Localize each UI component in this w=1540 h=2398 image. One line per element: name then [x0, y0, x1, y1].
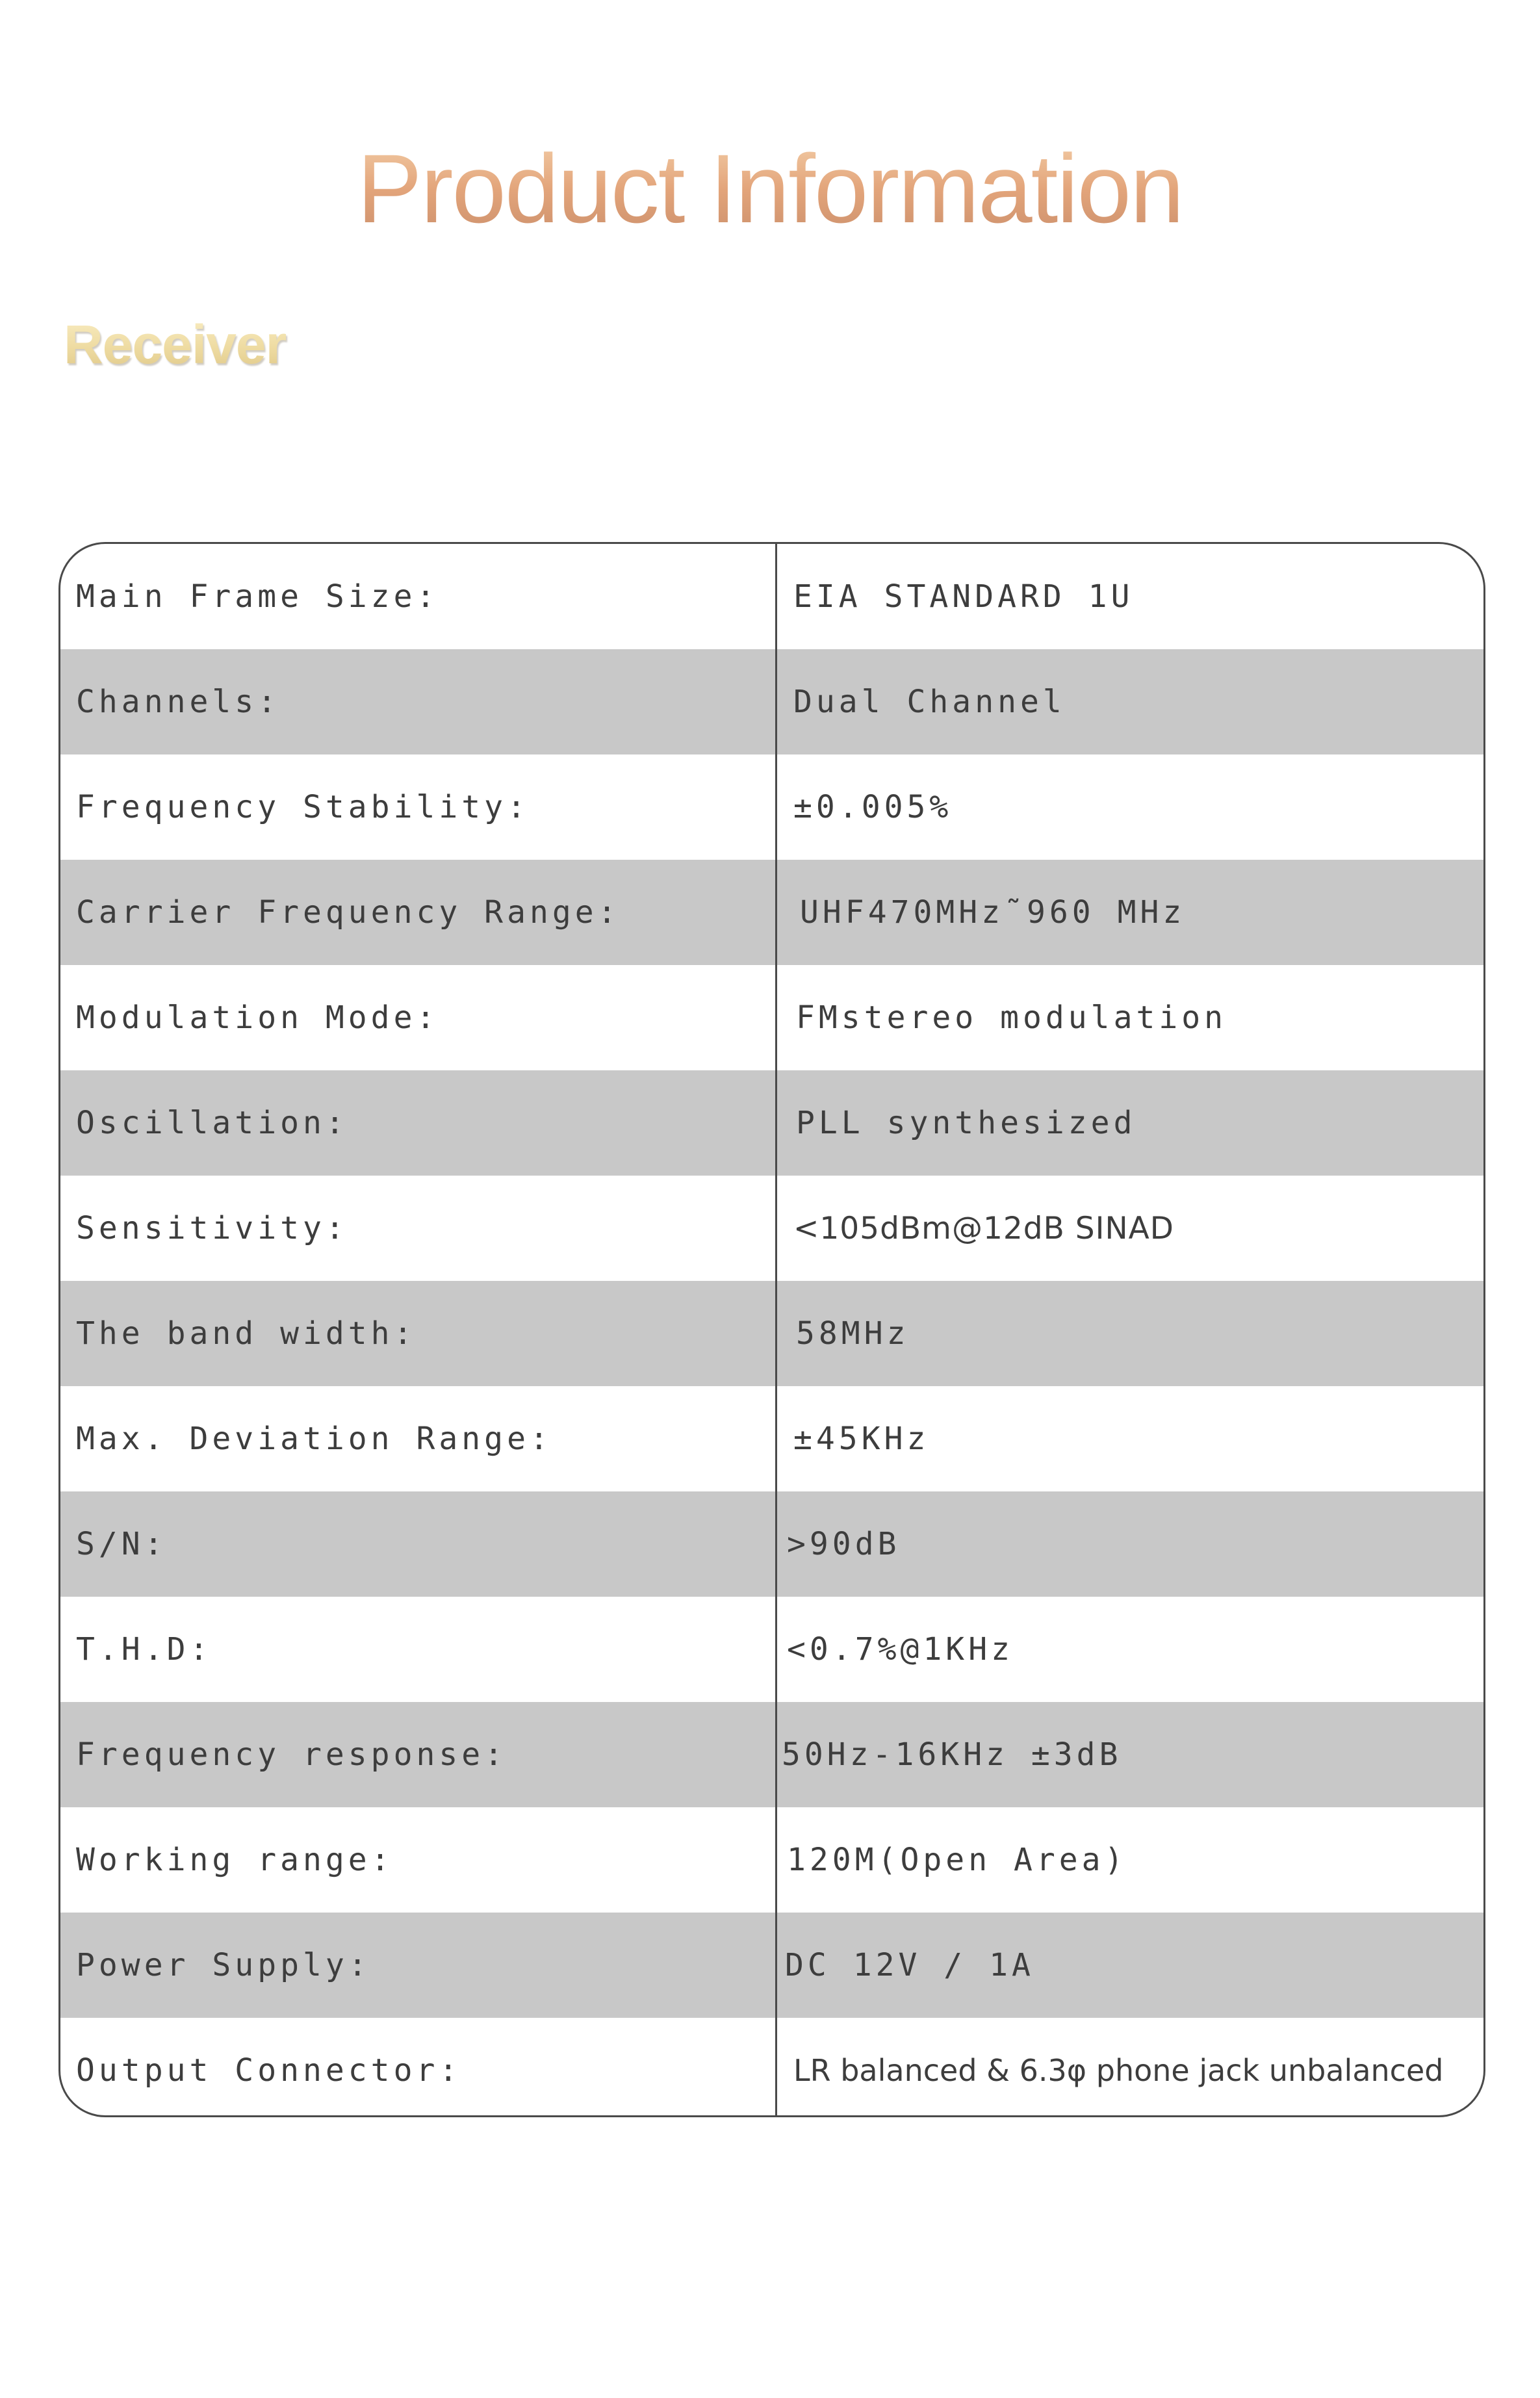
- spec-label: Working range:: [76, 1842, 394, 1878]
- spec-label: Main Frame Size:: [76, 578, 439, 615]
- spec-value: >90dB: [787, 1526, 901, 1562]
- spec-row-max-deviation-range: [60, 1386, 1483, 1491]
- spec-label: Sensitivity:: [76, 1210, 348, 1246]
- spec-label: Power Supply:: [76, 1947, 371, 1983]
- spec-value: <0.7%@1KHz: [787, 1631, 1014, 1668]
- spec-value: FMstereo modulation: [796, 999, 1227, 1036]
- spec-row-main-frame-size: [60, 544, 1483, 649]
- spec-row-sn: [60, 1491, 1483, 1597]
- spec-row-sensitivity: [60, 1176, 1483, 1281]
- spec-label: Frequency Stability:: [76, 789, 530, 825]
- spec-row-thd: [60, 1597, 1483, 1702]
- spec-label: Channels:: [76, 684, 281, 720]
- spec-value: <105dBm@12dB SINAD: [793, 1210, 1174, 1246]
- spec-row-working-range: [60, 1807, 1483, 1913]
- spec-label: Output Connector:: [76, 2052, 462, 2089]
- spec-value: EIA STANDARD 1U: [793, 578, 1134, 615]
- spec-label: Max. Deviation Range:: [76, 1421, 552, 1457]
- spec-value: 58MHz: [796, 1315, 910, 1352]
- spec-label: T.H.D:: [76, 1631, 212, 1668]
- spec-value: PLL synthesized: [796, 1105, 1136, 1141]
- spec-row-frequency-stability: [60, 754, 1483, 860]
- page-title: Product Information: [0, 130, 1540, 247]
- spec-row-power-supply: [60, 1913, 1483, 2018]
- spec-row-oscillation: [60, 1070, 1483, 1176]
- spec-value: UHF470MHz˜960 MHz: [800, 894, 1186, 931]
- spec-label: S/N:: [76, 1526, 167, 1562]
- spec-row-frequency-response: [60, 1702, 1483, 1807]
- spec-label: Carrier Frequency Range:: [76, 894, 621, 931]
- section-subtitle: Receiver: [64, 309, 286, 380]
- spec-row-output-connector: [60, 2018, 1483, 2117]
- spec-label: Modulation Mode:: [76, 999, 439, 1036]
- spec-row-band-width: [60, 1281, 1483, 1386]
- spec-label: Frequency response:: [76, 1736, 507, 1773]
- spec-table: [58, 542, 1485, 2117]
- spec-row-modulation-mode: [60, 965, 1483, 1070]
- spec-row-channels: [60, 649, 1483, 754]
- spec-value: ±0.005%: [793, 789, 953, 825]
- spec-value: 120M(Open Area): [787, 1842, 1127, 1878]
- spec-value: 50Hz-16KHz ±3dB: [782, 1736, 1122, 1773]
- spec-label: Oscillation:: [76, 1105, 348, 1141]
- spec-value: DC 12V / 1A: [785, 1947, 1034, 1983]
- spec-label: The band width:: [76, 1315, 417, 1352]
- spec-value: LR balanced & 6.3φ phone jack unbalanced: [793, 2053, 1444, 2088]
- column-divider: [775, 544, 777, 2115]
- spec-value: Dual Channel: [793, 684, 1066, 720]
- spec-row-carrier-frequency-range: [60, 860, 1483, 965]
- spec-value: ±45KHz: [793, 1421, 930, 1457]
